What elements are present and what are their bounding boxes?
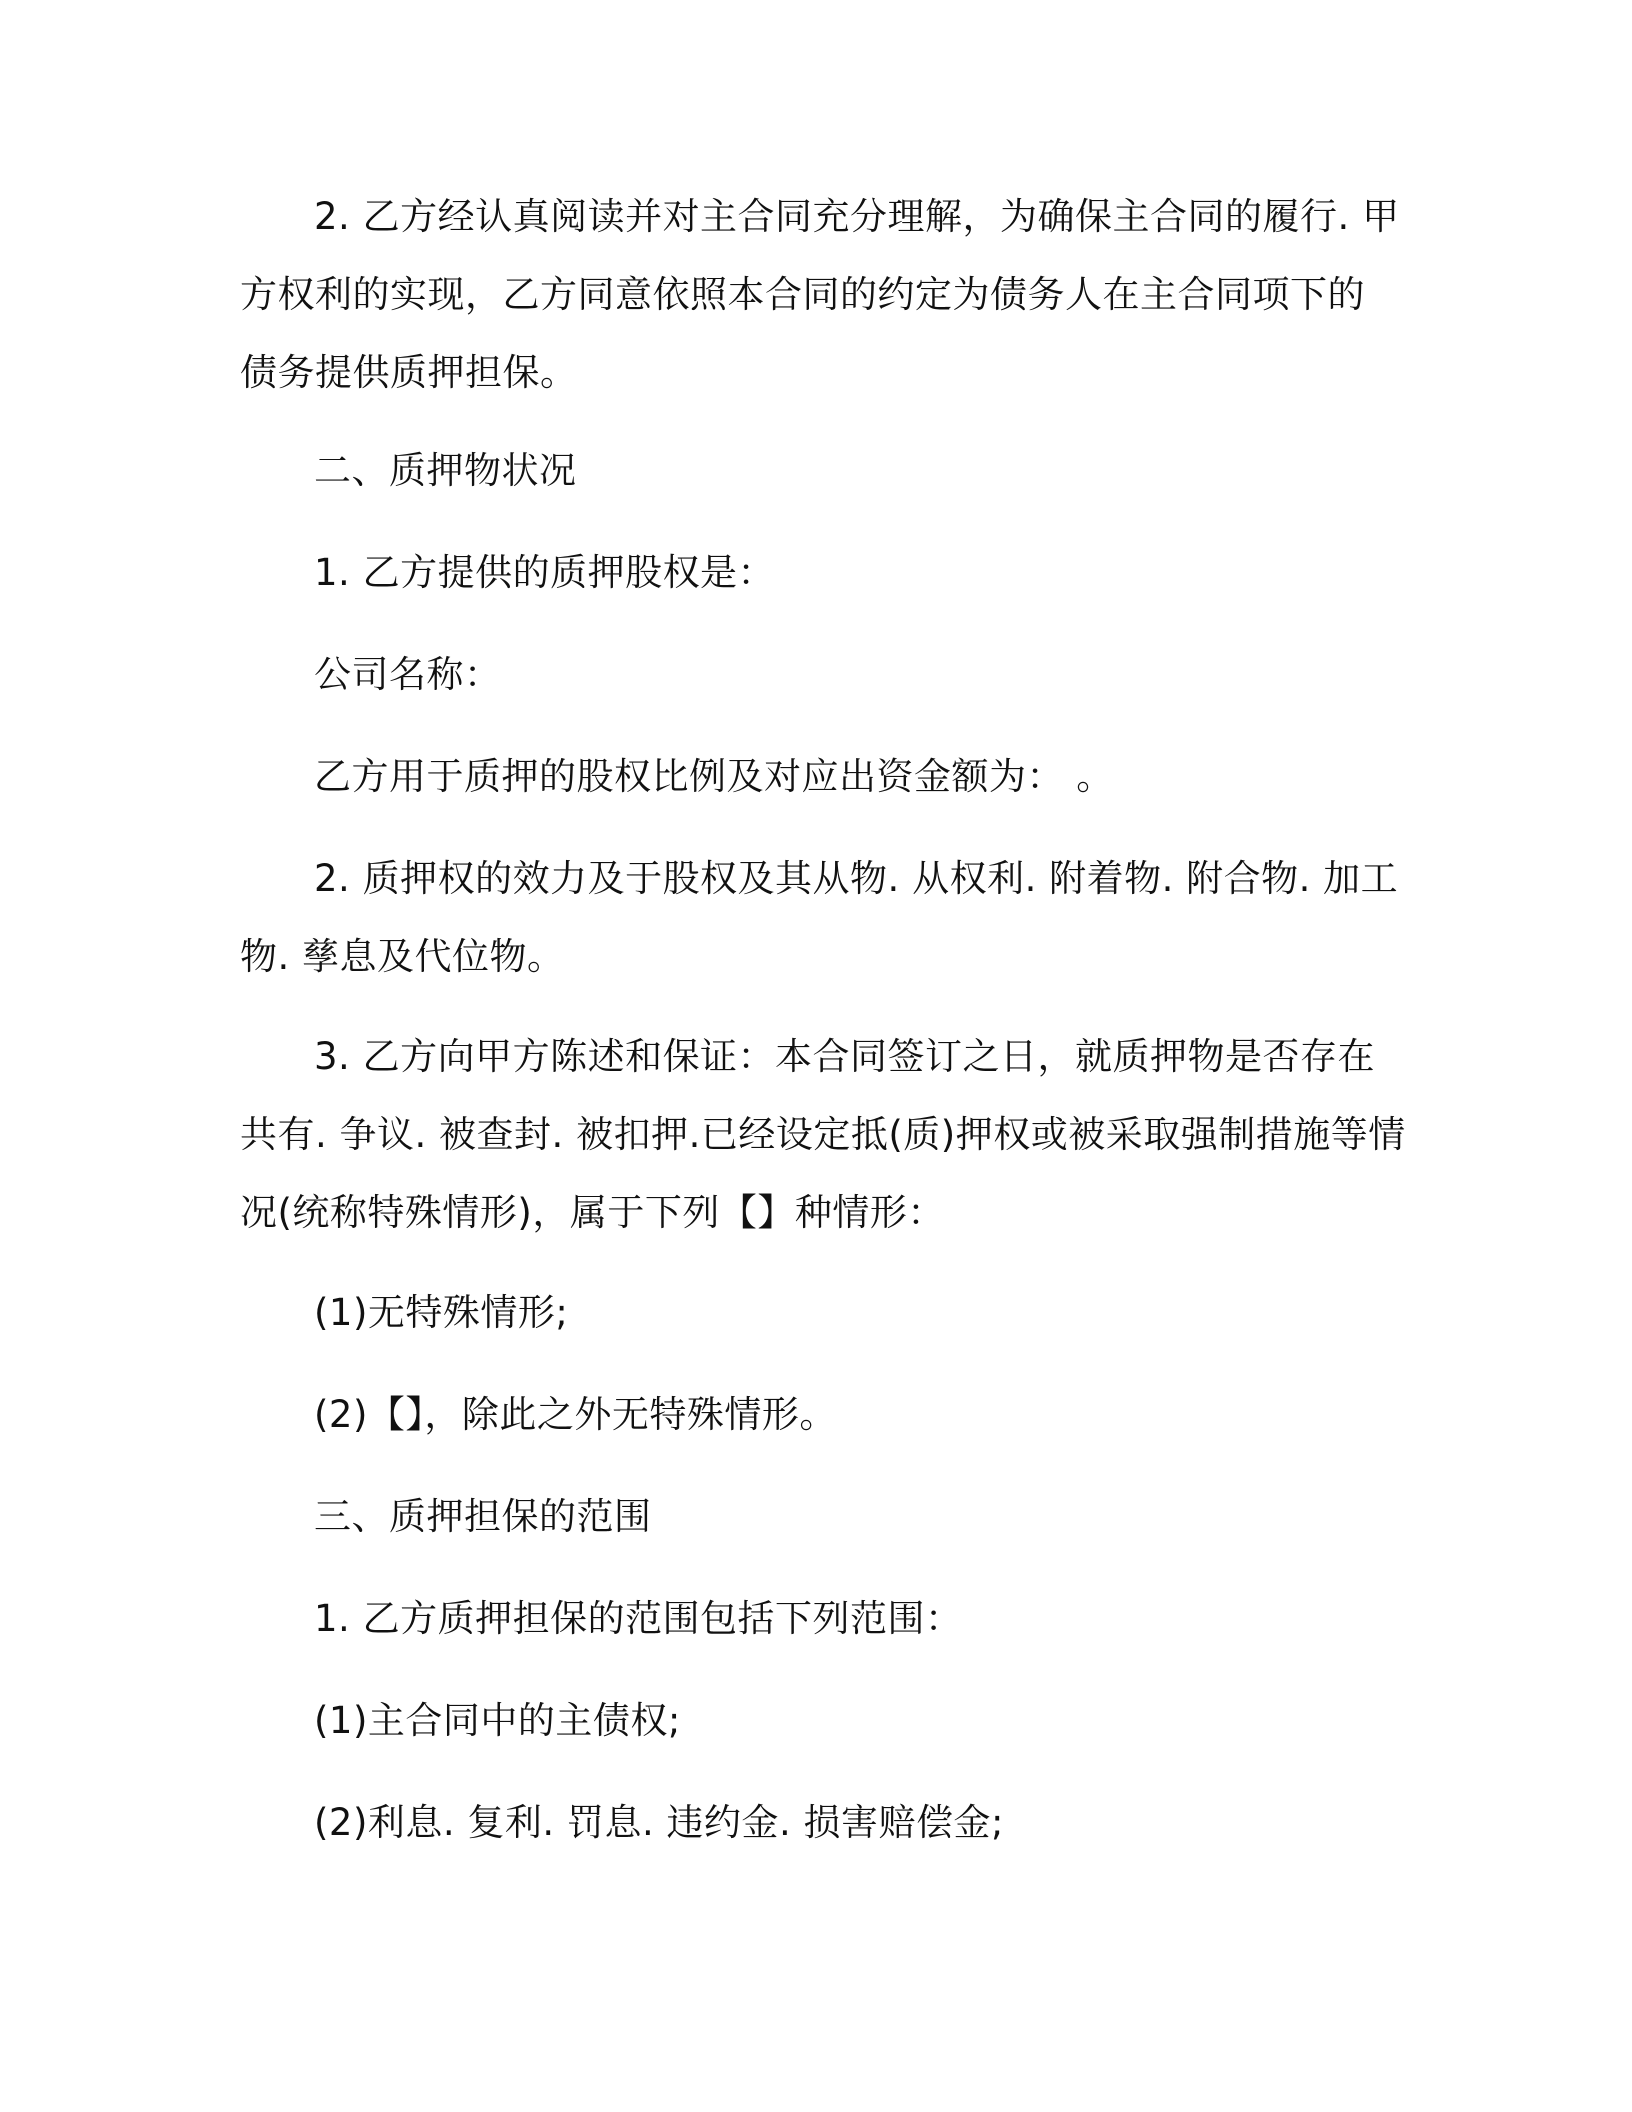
text-line: 2. 乙方经认真阅读并对主合同充分理解，为确保主合同的履行. 甲 — [314, 195, 1400, 238]
text-line: 1. 乙方质押担保的范围包括下列范围： — [314, 1597, 963, 1640]
text-line: 乙方用于质押的股权比例及对应出资金额为： 。 — [314, 755, 1114, 798]
paragraph-pledged-equity — [240, 534, 1380, 612]
paragraph-guarantee-intent — [240, 178, 1400, 412]
text-line: 物. 孳息及代位物。 — [240, 935, 565, 978]
text-line: 2. 质押权的效力及于股权及其从物. 从权利. 附着物. 附合物. 加工 — [314, 857, 1399, 900]
paragraph-equity-ratio — [240, 738, 1380, 816]
paragraph-representation — [240, 1018, 1406, 1252]
paragraph-pledge-effect — [240, 840, 1399, 996]
list-item-no-special — [240, 1274, 1380, 1352]
list-item-other-special — [240, 1376, 1380, 1454]
list-item-principal — [240, 1682, 1380, 1760]
section-heading-pledge-status — [240, 432, 1380, 510]
text-line: (2)【】，除此之外无特殊情形。 — [314, 1393, 837, 1436]
paragraph-scope-intro — [240, 1580, 1380, 1658]
text-line: 公司名称： — [314, 653, 502, 696]
text-line: (1)主合同中的主债权; — [314, 1699, 681, 1742]
text-line: 况(统称特殊情形)，属于下列【】种情形： — [240, 1191, 945, 1234]
text-line: 债务提供质押担保。 — [240, 351, 578, 394]
list-item-interest — [240, 1784, 1380, 1862]
text-line: (2)利息. 复利. 罚息. 违约金. 损害赔偿金; — [314, 1801, 1004, 1844]
text-line: 方权利的实现，乙方同意依照本合同的约定为债务人在主合同项下的 — [240, 273, 1365, 316]
text-line: 三、质押担保的范围 — [314, 1495, 652, 1538]
paragraph-company-name — [240, 636, 1380, 714]
text-line: (1)无特殊情形; — [314, 1291, 569, 1334]
section-heading-guarantee-scope — [240, 1478, 1380, 1556]
text-line: 1. 乙方提供的质押股权是： — [314, 551, 776, 594]
text-line: 共有. 争议. 被查封. 被扣押.已经设定抵(质)押权或被采取强制措施等情 — [240, 1113, 1406, 1156]
text-line: 二、质押物状况 — [314, 449, 577, 492]
text-line: 3. 乙方向甲方陈述和保证：本合同签订之日，就质押物是否存在 — [314, 1035, 1376, 1078]
